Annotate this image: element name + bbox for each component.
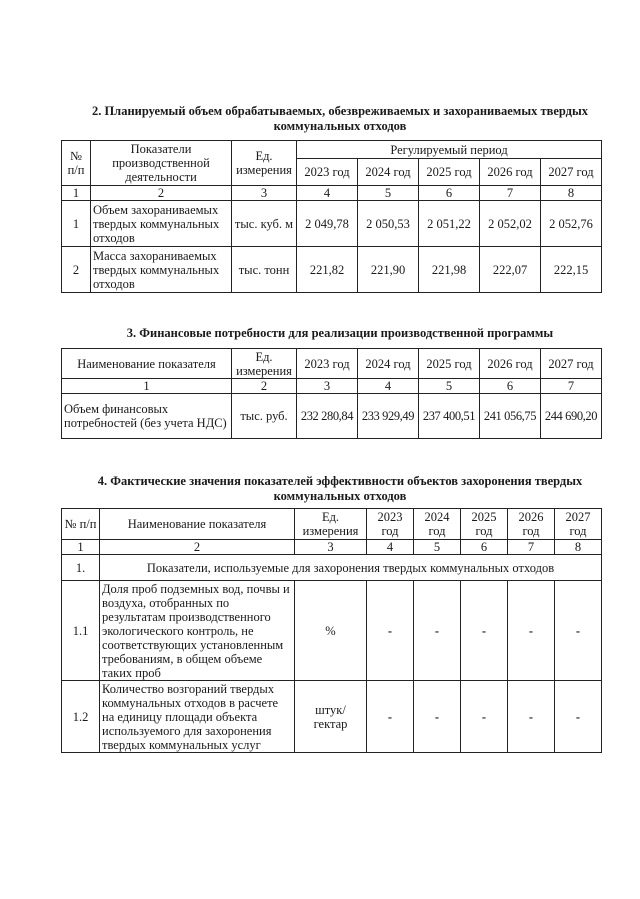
section2-title: [60, 104, 620, 134]
row-value: 221,98: [419, 247, 480, 293]
table-row: [62, 581, 602, 681]
index-cell: 5: [419, 379, 480, 394]
row-value: -: [555, 581, 602, 681]
row-value: -: [555, 681, 602, 753]
index-cell: 1: [62, 186, 91, 201]
row-value: 2 052,02: [480, 201, 541, 247]
index-cell: 8: [541, 186, 602, 201]
header-year: 2023 год: [297, 159, 358, 186]
row-num: 2: [62, 247, 91, 293]
index-cell: 3: [295, 540, 367, 555]
index-cell: 4: [297, 186, 358, 201]
row-value: 237 400,51: [419, 394, 480, 439]
index-cell: 7: [541, 379, 602, 394]
index-cell: 5: [414, 540, 461, 555]
row-value: 232 280,84: [297, 394, 358, 439]
header-indicator: Наименование показателя: [62, 349, 232, 379]
table-row: [62, 681, 602, 753]
index-row: [62, 379, 602, 394]
index-row: [62, 186, 602, 201]
row-value: -: [367, 681, 414, 753]
header-num: № п/п: [62, 141, 91, 186]
index-cell: 7: [508, 540, 555, 555]
section2-title-line1: 2. Планируемый объем обрабатываемых, обезвреживаемых и захораниваемых твердых: [91, 104, 589, 118]
section4-title: [60, 474, 620, 504]
index-cell: 5: [358, 186, 419, 201]
index-row: [62, 540, 602, 555]
header-year: 2025 год: [461, 509, 508, 540]
row-name: Объем финансовых потребностей (без учета НДС): [62, 394, 232, 439]
table-row: [62, 201, 602, 247]
index-cell: 8: [555, 540, 602, 555]
row-name: Объем захораниваемых твердых коммунальных отходов: [91, 201, 232, 247]
index-cell: 2: [91, 186, 232, 201]
group-row: [62, 555, 602, 581]
row-unit: тыс. тонн: [232, 247, 297, 293]
header-unit: Ед. измерения: [232, 349, 297, 379]
header-year: 2024 год: [358, 159, 419, 186]
header-year: 2023 год: [297, 349, 358, 379]
row-unit: тыс. руб.: [232, 394, 297, 439]
row-value: -: [414, 581, 461, 681]
header-year: 2027 год: [541, 349, 602, 379]
row-value: 2 050,53: [358, 201, 419, 247]
row-value: 2 051,22: [419, 201, 480, 247]
index-cell: 2: [232, 379, 297, 394]
row-value: 244 690,20: [541, 394, 602, 439]
header-unit: Ед. измерения: [232, 141, 297, 186]
index-cell: 1: [62, 540, 100, 555]
row-unit: %: [295, 581, 367, 681]
row-name: Доля проб подземных вод, почвы и воздуха, отобранных по результатам производственного экологического контроль, не соответствующих установленным требованиям, в общем объеме таких проб: [100, 581, 295, 681]
header-period: Регулируемый период: [297, 141, 602, 159]
header-indicator: Показатели производственной деятельности: [91, 141, 232, 186]
row-value: 2 049,78: [297, 201, 358, 247]
row-name: Количество возгораний твердых коммунальных отходов в расчете на единицу площади объекта используемого для захоронения твердых коммунальных услуг: [100, 681, 295, 753]
row-value: -: [367, 581, 414, 681]
row-value: -: [508, 581, 555, 681]
row-unit: штук/ гектар: [295, 681, 367, 753]
row-value: 222,15: [541, 247, 602, 293]
header-year: 2026 год: [508, 509, 555, 540]
row-value: -: [461, 581, 508, 681]
header-indicator: Наименование показателя: [100, 509, 295, 540]
row-value: 221,90: [358, 247, 419, 293]
header-year: 2027 год: [541, 159, 602, 186]
header-year: 2026 год: [480, 349, 541, 379]
index-cell: 1: [62, 379, 232, 394]
header-unit: Ед. измерения: [295, 509, 367, 540]
header-year: 2024 год: [358, 349, 419, 379]
row-unit: тыс. куб. м: [232, 201, 297, 247]
row-value: 241 056,75: [480, 394, 541, 439]
table-row: [62, 247, 602, 293]
header-year: 2025 год: [419, 159, 480, 186]
table-row: [62, 394, 602, 439]
header-year: 2025 год: [419, 349, 480, 379]
index-cell: 6: [419, 186, 480, 201]
section2-title-line2: коммунальных отходов: [273, 119, 407, 133]
row-value: 2 052,76: [541, 201, 602, 247]
section3-title-text: 3. Финансовые потребности для реализации производственной программы: [126, 326, 554, 340]
section4-title-line1: 4. Фактические значения показателей эффективности объектов захоронения твердых: [97, 474, 583, 488]
index-cell: 3: [232, 186, 297, 201]
section2-table: [61, 140, 602, 293]
index-cell: 7: [480, 186, 541, 201]
index-cell: 4: [358, 379, 419, 394]
group-num: 1.: [62, 555, 100, 581]
group-title: Показатели, используемые для захоронения твердых коммунальных отходов: [100, 555, 602, 581]
row-name: Масса захораниваемых твердых коммунальных отходов: [91, 247, 232, 293]
header-year: 2024 год: [414, 509, 461, 540]
row-value: 233 929,49: [358, 394, 419, 439]
index-cell: 2: [100, 540, 295, 555]
section3-table: [61, 348, 602, 439]
header-year: 2027 год: [555, 509, 602, 540]
row-value: 222,07: [480, 247, 541, 293]
index-cell: 6: [461, 540, 508, 555]
index-cell: 4: [367, 540, 414, 555]
index-cell: 6: [480, 379, 541, 394]
header-year: 2026 год: [480, 159, 541, 186]
section4-title-line2: коммунальных отходов: [273, 489, 407, 503]
row-value: -: [414, 681, 461, 753]
row-num: 1.2: [62, 681, 100, 753]
section4-table: [61, 508, 602, 753]
row-num: 1.1: [62, 581, 100, 681]
index-cell: 3: [297, 379, 358, 394]
row-value: 221,82: [297, 247, 358, 293]
section3-title: [60, 326, 620, 341]
header-year: 2023 год: [367, 509, 414, 540]
row-num: 1: [62, 201, 91, 247]
row-value: -: [461, 681, 508, 753]
row-value: -: [508, 681, 555, 753]
header-num: № п/п: [62, 509, 100, 540]
